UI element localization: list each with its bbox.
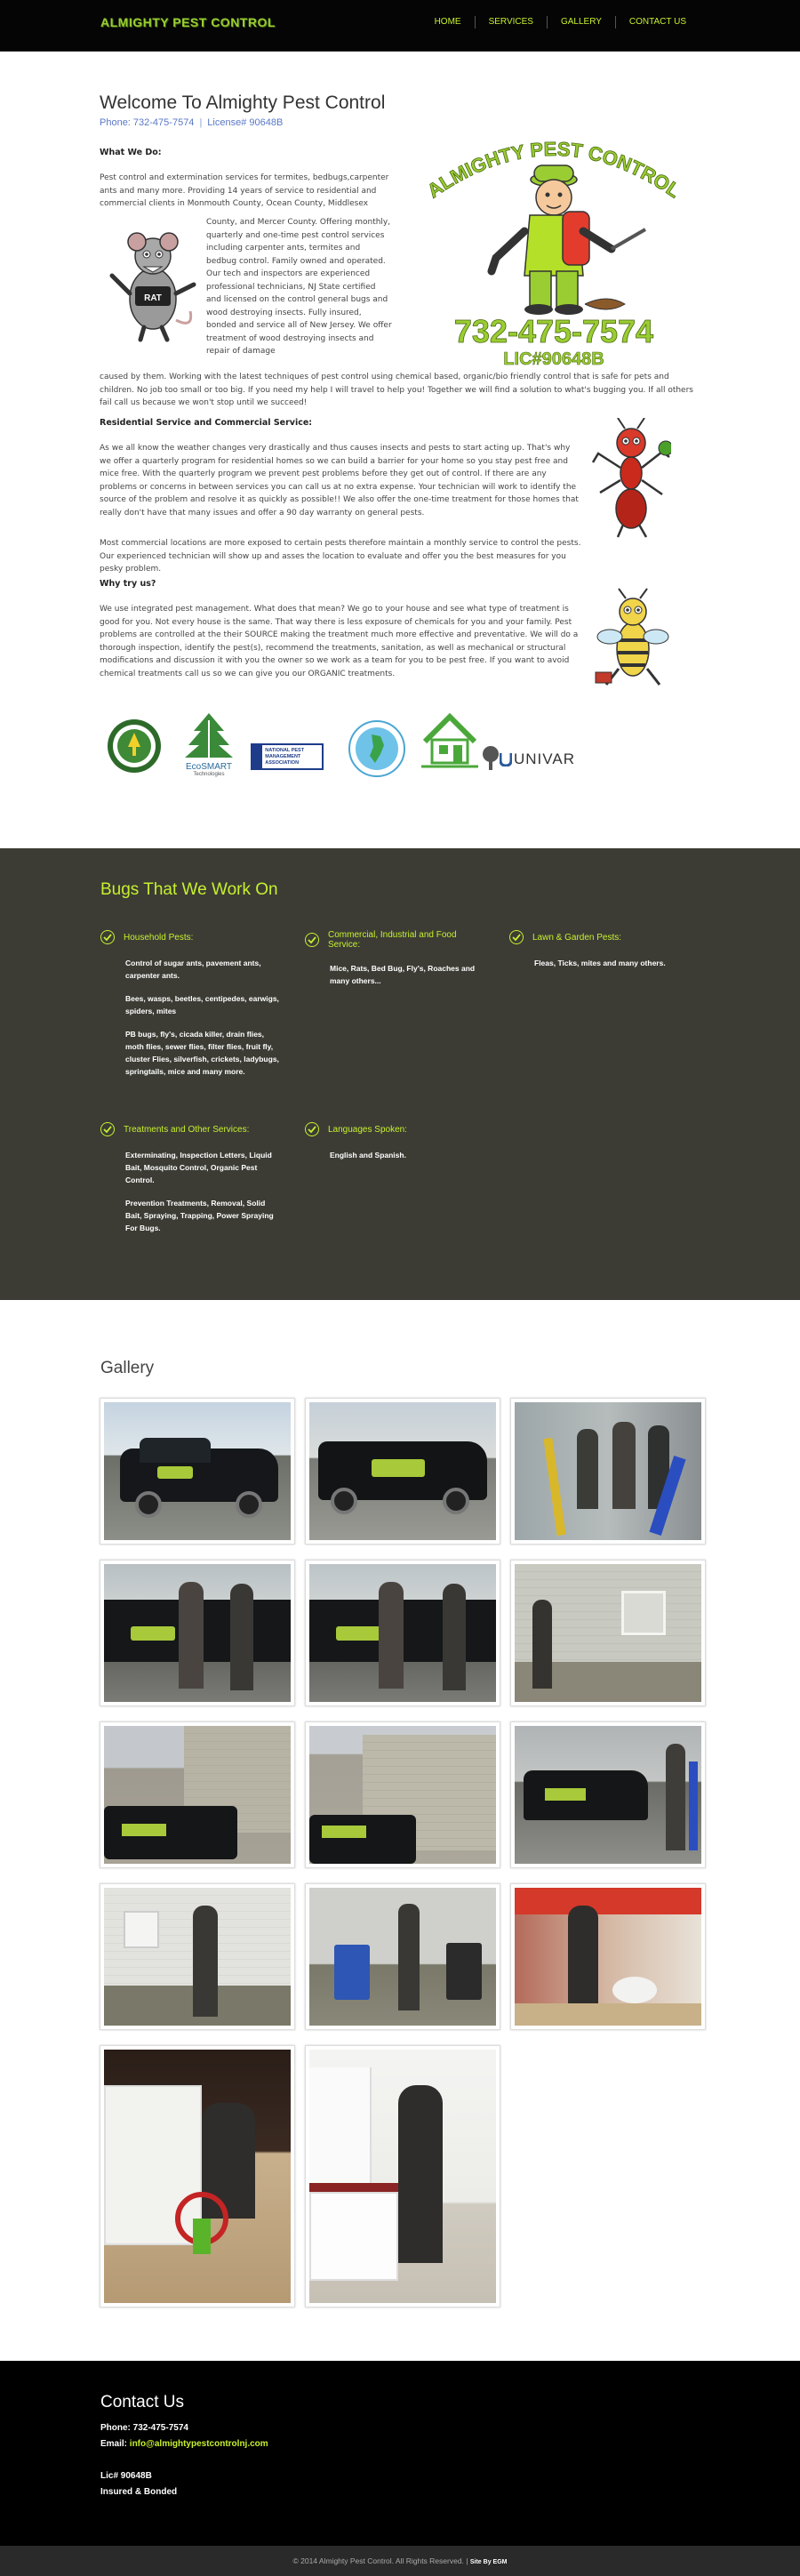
gallery-thumb-12[interactable] [510,1883,706,2030]
check-circle-icon [509,930,524,944]
lawn-pests-line-1: Fleas, Ticks, mites and many others. [534,959,666,967]
commercial-pests-line-1: Mice, Rats, Bed Bug, Fly's, Roaches and many others... [330,964,476,985]
gallery-thumb-11[interactable] [305,1883,500,2030]
contact-email-label: Email: [100,2439,130,2449]
gallery-thumb-1[interactable] [100,1398,295,1545]
banner-phone: 732-475-7574 [453,313,654,349]
why-paragraph: We use integrated pest management. What does that mean? We go to your house and see what type of treatment is good for you. Not every house is the same. That way there is less exposure of chemicals for you and your family. Pest problems are controlled at the their SOURCE making the treatment much more effective and preventative. We will do a thorough inspection, identify the pest(s), recommend the treatments, sanitation, as well as mechanical or structural modifications and discussion it with you the owner so we work as a team for you to be pest free. If you want to avoid chemical treatments call us so we can give you our ORGANIC treatments. [100,605,579,678]
gallery-thumb-9[interactable] [510,1721,706,1868]
lawn-pests-block [509,930,692,980]
household-pests-line-3: PB bugs, fly's, cicada killer, drain flies, moth flies, sewer flies, filter flies, fruit fly, cluster Flies, silverfish, crickets, ladybugs, springtails, mice and many more. [125,1030,279,1076]
gallery-thumb-4[interactable] [100,1560,295,1706]
rat-icon [105,222,201,342]
nav-gallery[interactable]: GALLERY [547,16,615,28]
languages-line-1: English and Spanish. [330,1151,406,1160]
gallery-thumb-2[interactable] [305,1398,500,1545]
contact-section [0,2361,800,2546]
univar-mark-icon [500,752,512,766]
intro-phone[interactable]: Phone: 732-475-7574 [100,117,195,128]
household-pests-block [100,930,283,1088]
tree-icon [482,745,500,772]
banner-license: LIC#90648B [503,349,604,369]
site-logo[interactable]: ALMIGHTY PEST CONTROL [100,15,276,29]
household-pests-heading: Household Pests: [124,932,194,943]
nav-contact[interactable]: CONTACT US [615,16,700,28]
univar-text: UNIVAR [514,750,575,767]
nav-services[interactable]: SERVICES [475,16,547,28]
banner-graphic [407,116,700,369]
gallery-thumb-6[interactable] [510,1560,706,1706]
npma-text: NATIONAL PEST MANAGEMENT ASSOCIATION [265,747,305,766]
contact-license: Lic# 90648B [100,2471,152,2481]
check-circle-icon [305,933,319,947]
gallery-thumb-3[interactable] [510,1398,706,1545]
treatments-line-1: Exterminating, Inspection Letters, Liquid Bait, Mosquito Control, Organic Pest Control. [125,1151,272,1184]
nj-state-seal-icon [348,720,405,777]
contact-email-link[interactable]: info@almightypestcontrolnj.com [129,2439,268,2449]
gallery-thumb-7[interactable] [100,1721,295,1868]
commercial-pests-block [305,930,487,998]
gallery-title: Gallery [100,1359,155,1377]
univar-logo [500,750,575,768]
company-banner [407,116,700,369]
npma-mark-icon [252,745,262,768]
treatments-heading: Treatments and Other Services: [124,1124,250,1135]
contact-insured: Insured & Bonded [100,2487,178,2497]
partner-logos [100,711,597,791]
languages-block [305,1122,487,1172]
household-pests-line-2: Bees, wasps, beetles, centipedes, earwigs, spiders, mites [125,994,279,1015]
contact-phone[interactable]: Phone: 732-475-7574 [100,2423,188,2433]
check-circle-icon [100,930,115,944]
gallery-thumb-5[interactable] [305,1560,500,1706]
site-header [0,0,800,52]
check-circle-icon [100,1122,115,1136]
check-circle-icon [305,1122,319,1136]
ecosmart-tree-icon [178,711,240,759]
svg-text:RAT: RAT [144,293,162,303]
contact-email-line [100,2436,268,2452]
footer-credit-link[interactable]: Site By EGM [469,2559,508,2565]
residential-paragraph-2: Most commercial locations are more exposed to certain pests therefore maintain a monthly service to control the pests. Our experienced technician will show up and asses the location to evaluate and offer you the best measures for you pesky problem. [100,539,581,574]
nav-home[interactable]: HOME [434,17,461,27]
gallery-thumb-10[interactable] [100,1883,295,2030]
green-house-logo-icon [418,711,482,772]
lawn-pests-heading: Lawn & Garden Pests: [532,932,622,943]
why-heading: Why try us? [100,579,156,589]
what-we-do-lead: Pest control and extermination services for termites, bedbugs,carpenter ants and many more. Providing 14 years of service to residential and commercial clients in Monmouth County, Ocean County, Middlesex [100,173,389,208]
phone-license-line: Phone: 732-475-7574 | License# 90648B [100,117,284,128]
gallery-thumb-14[interactable] [305,2045,500,2307]
insect-illustration [594,587,672,692]
rat-illustration [105,222,201,342]
bugs-section [0,848,800,1300]
languages-heading: Languages Spoken: [328,1124,407,1135]
what-we-do-tail: caused by them. Working with the latest techniques of pest control using chemical based, organic/bio friendly control that is safe for pets and children. No job too small or too big. If you need my help I will travel to help you! Together we will find a solution to what's bugging you. If all others fail call us because we won't stop until we succeed! [100,373,693,407]
npma-logo [251,743,324,770]
ecosmart-text: EcoSMART [185,762,233,772]
household-pests-line-1: Control of sugar ants, pavement ants, carpenter ants. [125,959,261,980]
ant-illustration [591,418,671,538]
contact-title: Contact Us [100,2393,184,2411]
bugs-title: Bugs That We Work On [100,880,278,899]
ecosmart-subtext: Technologies [193,772,225,777]
certification-seal-icon [107,718,162,774]
treatments-line-2: Prevention Treatments, Removal, Solid Bait, Spraying, Trapping, Power Spraying For Bugs. [125,1199,274,1232]
site-footer [0,2546,800,2576]
footer-copyright: © 2014 Almighty Pest Control. All Rights Reserved. | [292,2556,468,2565]
banner-arc-text: ALMIGHTY PEST CONTROL [422,137,685,203]
gallery-thumb-8[interactable] [305,1721,500,1868]
intro-license: License# 90648B [207,117,284,128]
what-we-do-heading: What We Do: [100,148,162,157]
insect-icon [594,587,672,692]
page-title: Welcome To Almighty Pest Control [100,92,386,113]
residential-heading: Residential Service and Commercial Service: [100,418,313,428]
commercial-pests-heading: Commercial, Industrial and Food Service: [328,930,457,950]
main-nav [421,16,700,28]
ecosmart-logo [178,711,240,782]
gallery-thumb-13[interactable] [100,2045,295,2307]
ant-icon [591,418,671,538]
what-we-do-wrap: County, and Mercer County. Offering monthly, quarterly and one-time pest control services including carpenter ants, termites and bedbug control. Family owned and operated. Our tech and inspectors are experienced professional technicians, NJ State certified and licensed on the control general bugs and wood destroying insects. Fully insured, bonded and service all of New Jersey. We offer treatment of wood destroying insects and repair of damage [206,218,392,356]
residential-paragraph-1: As we all know the weather changes very drastically and thus causes insects and pests to start acting up. That's why we offer a quarterly program for residential homes so we can build a barrier for your home so you stay pest free and mice free. With the quarterly program we prevent pest problems before they get out of control. If there are any problems or concerns in between services you can call us at no extra expense. Your technician will work to identify the source of the problem and resolve it as quickly as possible!! We also offer the one-time treatment for those homes that really don't have that many issues and offer a 90 day warranty on general pests. [100,444,579,518]
treatments-block [100,1122,283,1245]
